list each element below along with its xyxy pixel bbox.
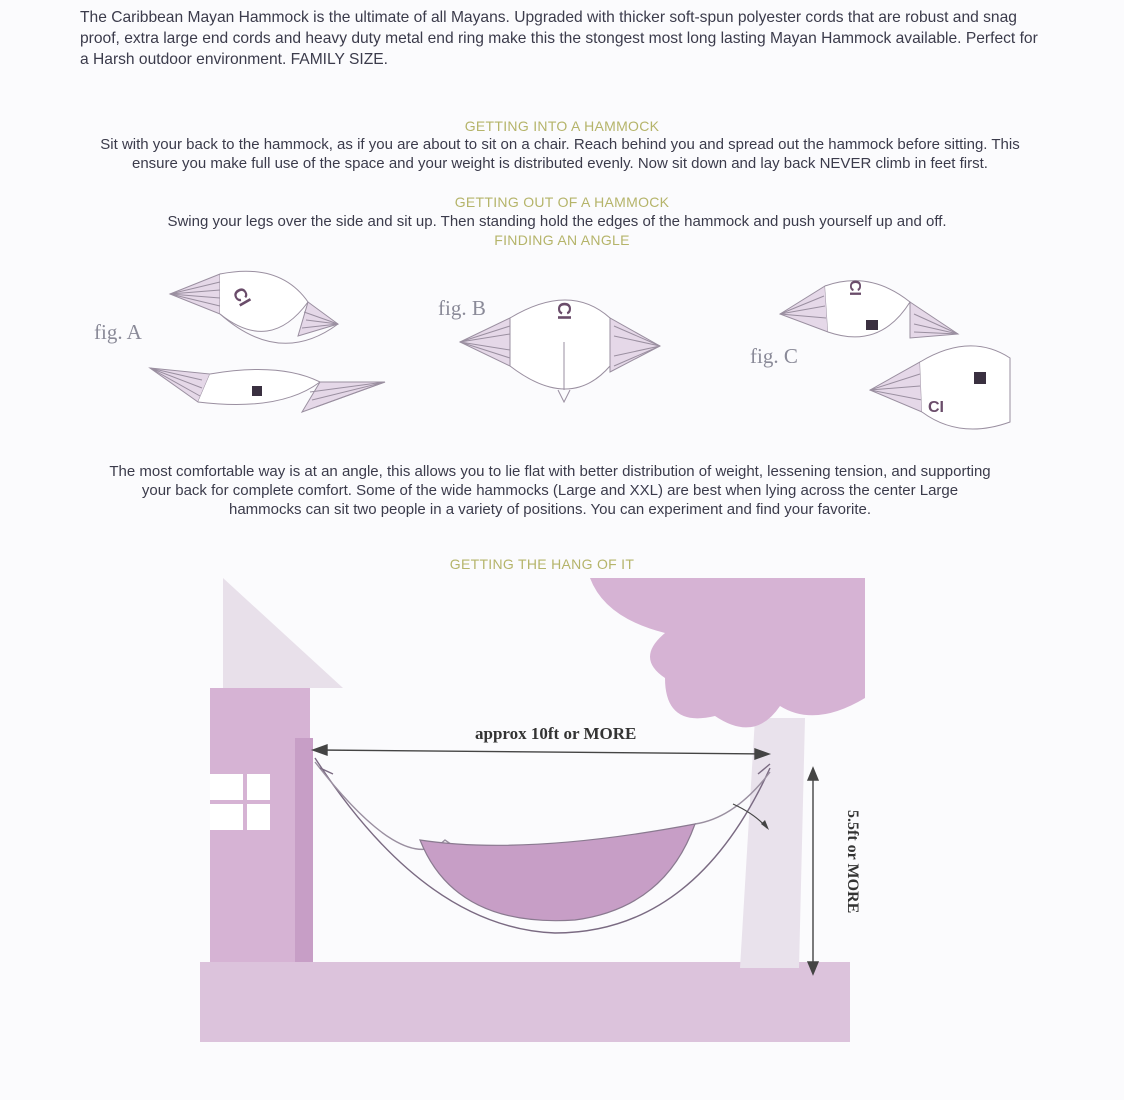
fig-a-hammock-top — [170, 271, 338, 343]
tree-canopy — [590, 578, 865, 727]
fig-b-hammock — [460, 300, 660, 402]
heading-getting-the-hang: GETTING THE HANG OF IT — [449, 556, 635, 572]
getting-into-paragraph: Sit with your back to the hammock, as if you are about to sit on a chair. Reach behind you and spread out the hammock before sitting. This ensure you make full use of the space and your weight is distributed evenly. Now sit down and lay back NEVER climb in feet first. — [100, 136, 1020, 172]
hang-diagram-drawing — [195, 578, 865, 1048]
heading-getting-out: GETTING OUT OF A HAMMOCK — [454, 194, 670, 210]
angle-figures — [80, 262, 1040, 452]
angle-figures-drawing — [80, 262, 1040, 452]
svg-text:CI: CI — [228, 284, 255, 310]
intro-paragraph: The Caribbean Mayan Hammock is the ultimate of all Mayans. Upgraded with thicker soft-spun polyester cords that are robust and snag proof, extra large end cords and heavy duty metal end ring make this the stongest most long lasting Mayan Hammock available. Perfect for a Harsh outdoor environment. FAMILY SIZE. — [80, 9, 1038, 68]
span-arrow — [313, 745, 769, 759]
span-label: approx 10ft or MORE — [475, 724, 637, 743]
getting-out-paragraph: Swing your legs over the side and sit up. Then standing hold the edges of the hammock and push yourself up and off. — [167, 213, 947, 230]
ground — [200, 962, 850, 1042]
heading-getting-into: GETTING INTO A HAMMOCK — [464, 118, 660, 134]
height-arrow — [808, 768, 818, 974]
svg-text:CI: CI — [554, 302, 574, 320]
house-window — [210, 774, 270, 830]
fig-a-label: fig. A — [94, 320, 142, 344]
fig-c-label: fig. C — [750, 344, 798, 368]
tree-trunk — [740, 718, 805, 968]
fig-c-hammock-top — [780, 280, 958, 338]
fig-c-hammock-bottom — [870, 346, 1010, 429]
svg-text:CI: CI — [928, 399, 944, 416]
angle-paragraph: The most comfortable way is at an angle, this allows you to lie flat with better distribution of weight, lessening tension, and supporting your back for complete comfort. Some of the wide hammocks (Large and XXL) are best when lying across the center Large hammocks can sit two people in a variety of positions. You can experiment and find your favorite. — [109, 463, 991, 518]
hang-diagram — [195, 578, 865, 1048]
fig-b-label: fig. B — [438, 296, 486, 320]
fig-a-hammock-bottom — [150, 368, 385, 412]
heading-finding-angle: FINDING AN ANGLE — [494, 232, 630, 248]
house-roof — [223, 578, 343, 688]
svg-text:CI: CI — [846, 280, 863, 296]
height-label: 5.5ft or MORE — [844, 810, 861, 914]
